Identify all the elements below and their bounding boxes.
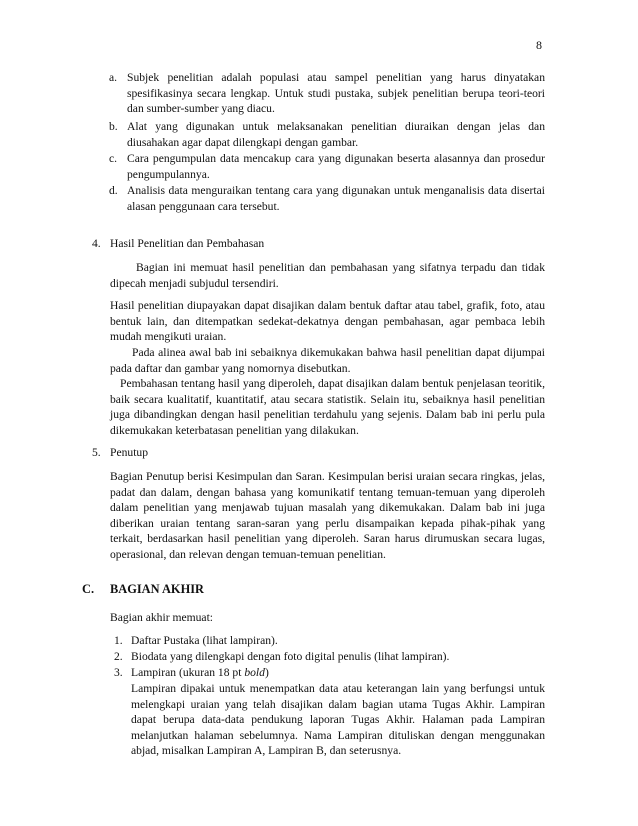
list-item: Alat yang digunakan untuk melaksanakan penelitian diuraikan dengan jelas dan diusahakan agar dapat dilengkapi dengan gambar. — [127, 120, 545, 149]
lampiran-label: Lampiran (ukuran 18 pt — [131, 666, 245, 679]
list-label: b. — [109, 120, 118, 133]
list-label: 1. — [114, 634, 123, 647]
lampiran-description: Lampiran dipakai untuk menempatkan data atau keterangan lain yang berfungsi untuk melengkapi uraian yang telah disajikan dalam bagian utama Tugas Akhir. Lampiran dapat berupa data-data pendukung laporan Tugas Akhir. Halaman pada Lampiran melanjutkan halaman sebelumnya. Nama Lampiran dituliskan dengan menggunakan abjad, misalkan Lampiran A, Lampiran B, dan seterusnya. — [131, 682, 545, 757]
list-item: Analisis data menguraikan tentang cara yang digunakan untuk menganalisis data disertai alasan penggunaan cara tersebut. — [127, 184, 545, 213]
list-label: 3. — [114, 666, 123, 679]
list-item — [131, 665, 269, 681]
paragraph: Pada alinea awal bab ini sebaiknya dikemukakan bahwa hasil penelitian dapat dijumpai pada daftar dan gambar yang nomornya disebutkan. — [110, 346, 545, 375]
list-item: Daftar Pustaka (lihat lampiran). — [131, 634, 278, 647]
section-letter: C. — [82, 582, 95, 596]
page-number: 8 — [536, 38, 542, 52]
section-number: 5. — [92, 446, 101, 459]
list-item: Biodata yang dilengkapi dengan foto digital penulis (lihat lampiran). — [131, 650, 450, 663]
lampiran-close: ) — [264, 666, 269, 679]
list-label: a. — [109, 71, 118, 84]
section-intro: Bagian akhir memuat: — [110, 611, 214, 624]
section-heading: BAGIAN AKHIR — [110, 582, 204, 596]
lampiran-bold-word: bold — [244, 666, 265, 679]
section-title: Penutup — [110, 446, 149, 459]
paragraph: Bagian Penutup berisi Kesimpulan dan Saran. Kesimpulan berisi uraian secara ringkas, jelas, padat dan dalam, dengan bahasa yang komunikatif tentang temuan-temuan yang diperoleh dalam penelitian yang menjawab tujuan masalah yang dikemukakan. Dalam bab ini juga diberikan uraian tentang saran-saran yang perlu disampaikan kepada pihak-pihak yang terkait, berdasarkan hasil penelitian yang diperoleh. Saran harus dirumuskan secara lugas, operasional, dan relevan dengan temuan-temuan penelitian. — [110, 470, 545, 561]
section-number: 4. — [92, 237, 101, 250]
paragraph: Bagian ini memuat hasil penelitian dan pembahasan yang sifatnya terpadu dan tidak dipecah menjadi subjudul tersendiri. — [110, 261, 545, 290]
list-label: c. — [109, 152, 118, 165]
list-label: 2. — [114, 650, 123, 663]
list-item: Subjek penelitian adalah populasi atau sampel penelitian yang harus dinyatakan spesifikasinya secara lengkap. Untuk studi pustaka, subjek penelitian berupa teori-teori dan sumber-sumber yang diacu. — [127, 71, 545, 115]
paragraph: Hasil penelitian diupayakan dapat disajikan dalam bentuk daftar atau tabel, grafik, foto, atau bentuk lain, dan ditempatkan sedekat-dekatnya dengan pembahasan, agar pembaca lebih mudah mengikuti uraian. — [110, 299, 545, 343]
paragraph: Pembahasan tentang hasil yang diperoleh, dapat disajikan dalam bentuk penjelasan teoritik, baik secara kualitatif, kuantitatif, atau secara statistik. Selain itu, sebaiknya hasil penelitian juga dibandingkan dengan hasil penelitian terdahulu yang sejenis. Dalam bab ini perlu pula dikemukakan keterbatasan penelitian yang dilakukan. — [110, 377, 545, 437]
list-item: Cara pengumpulan data mencakup cara yang digunakan beserta alasannya dan prosedur pengumpulannya. — [127, 152, 545, 181]
section-title: Hasil Penelitian dan Pembahasan — [110, 237, 265, 250]
list-label: d. — [109, 184, 118, 197]
